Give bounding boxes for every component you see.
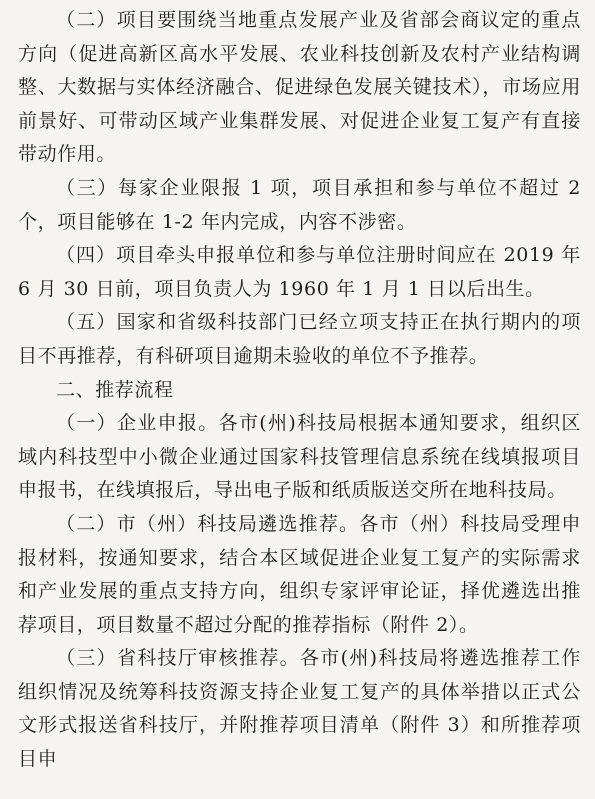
- paragraph-registration-date: （四）项目牵头申报单位和参与单位注册时间应在 2019 年 6 月 30 日前，项目负责人为 1960 年 1 月 1 日以后出生。: [18, 244, 581, 300]
- section-heading-recommendation-process: 二、推荐流程: [56, 378, 174, 401]
- paragraph-city-selection: （二）市（州）科技局遴选推荐。各市（州）科技局受理申报材料，按通知要求，结合本区域促进企业复工复产的实际需求和产业发展的重点支持方向，组织专家评审论证，择优遴选出推荐项目，项目数量不超过分配的推荐指标（附件 2）。: [18, 512, 581, 636]
- paragraph-project-limits: （三）每家企业限报 1 项，项目承担和参与单位不超过 2 个，项目能够在 1-2 年内完成，内容不涉密。: [18, 176, 581, 233]
- paragraph-focus-areas: （二）项目要围绕当地重点发展产业及省部会商议定的重点方向（促进高新区高水平发展、农业科技创新及农村产业结构调整、大数据与实体经济融合、促进绿色发展关键技术），市场应用前景好、可带动区域产业集群发展、对促进企业复工复产有直接带动作用。: [18, 9, 581, 166]
- paragraph-enterprise-application: （一）企业申报。各市(州)科技局根据本通知要求，组织区域内科技型中小微企业通过国家科技管理信息系统在线填报项目申报书，在线填报后，导出电子版和纸质版送交所在地科技局。: [18, 412, 581, 502]
- paragraph-provincial-review: （三）省科技厅审核推荐。各市(州)科技局将遴选推荐工作组织情况及统筹科技资源支持企业复工复产的具体举措以正式公文形式报送省科技厅，并附推荐项目清单（附件 3）和所推荐项目申: [18, 647, 581, 771]
- paragraph-exclusions: （五）国家和省级科技部门已经立项支持正在执行期内的项目不再推荐，有科研项目逾期未验收的单位不予推荐。: [18, 311, 581, 367]
